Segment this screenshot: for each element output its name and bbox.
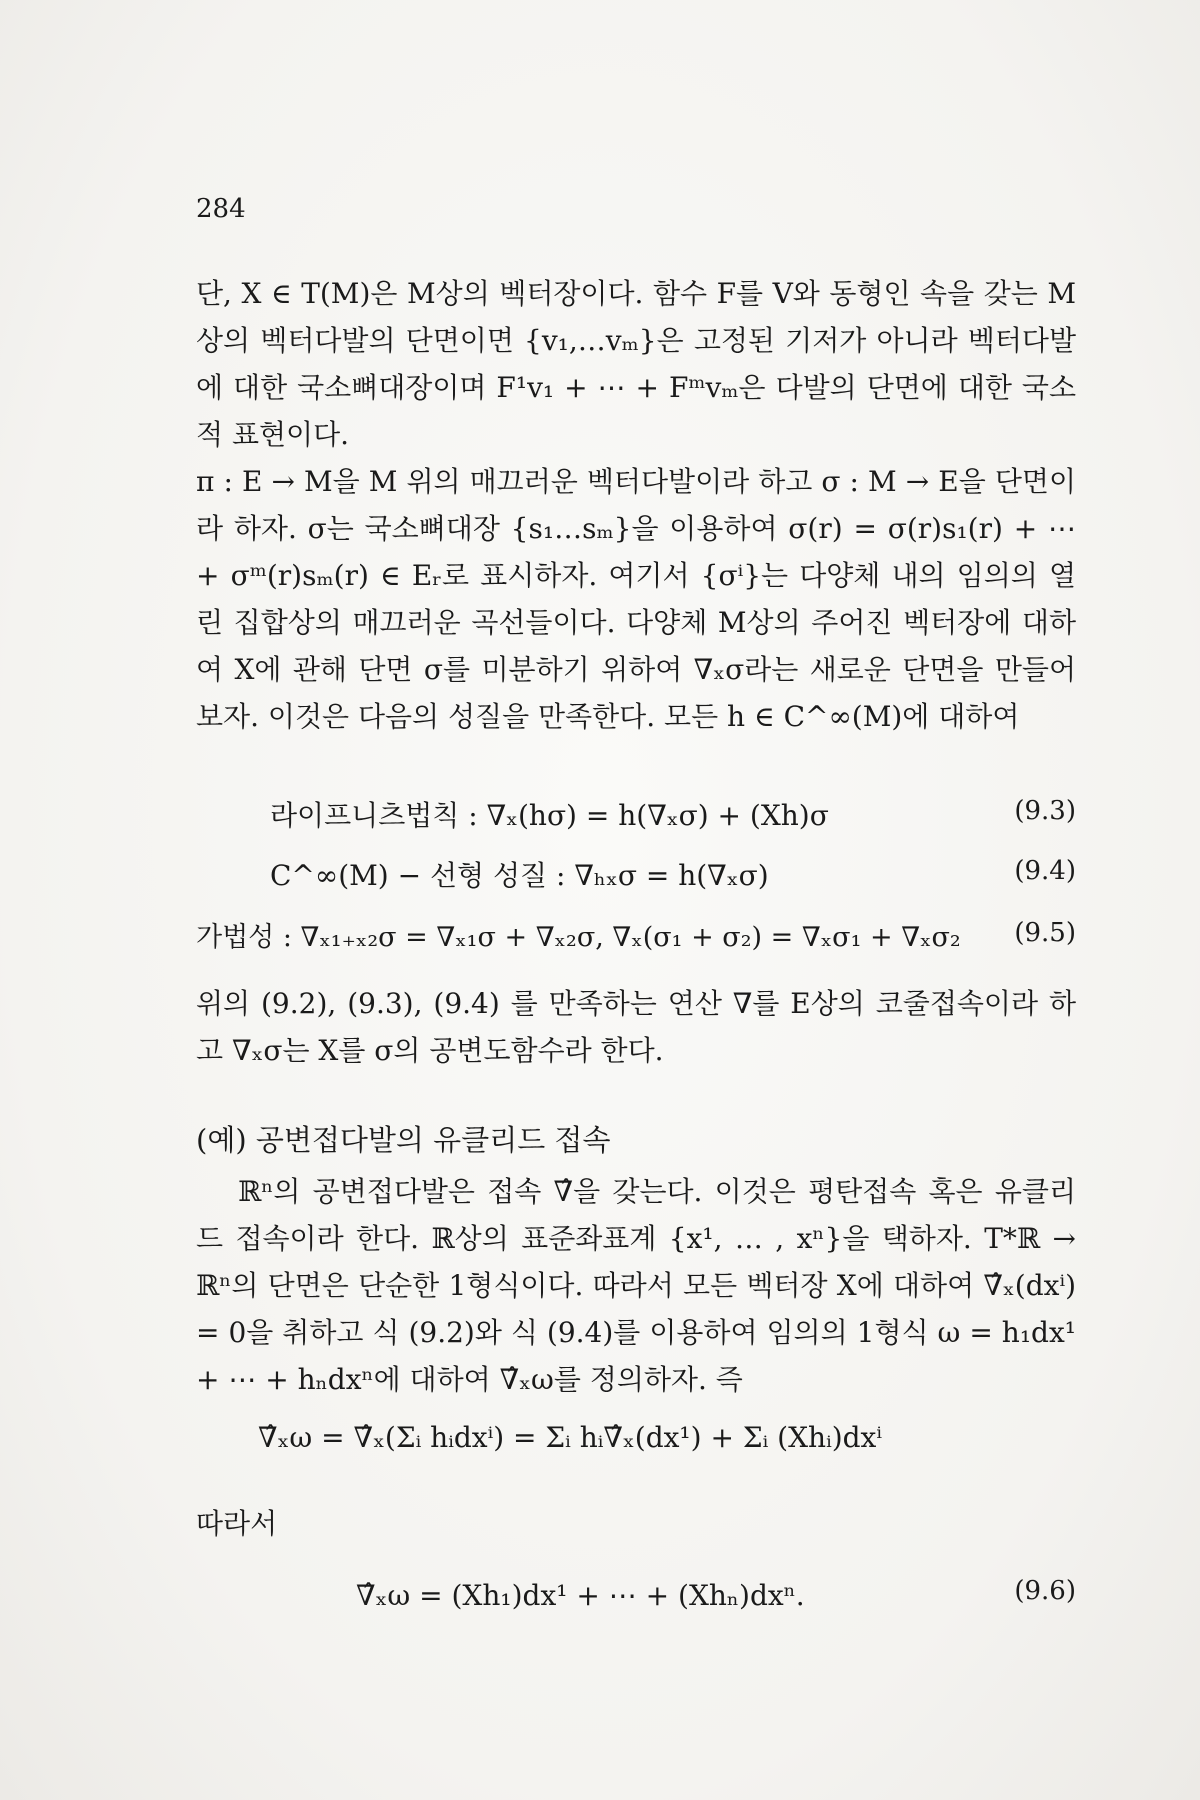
paragraph-2: π : E → M을 M 위의 매끄러운 벡터다발이라 하고 σ : M → E을 단면이라 하자. σ는 국소뼈대장 {s₁…sₘ}을 이용하여 σ(r) = σ(r)s₁(r) + ⋯ + σᵐ(r)sₘ(r) ∈ Eᵣ로 표시하자. 여기서 {σⁱ}는 다양체 내의 임의의 열린 집합상의 매끄러운 곡선들이다. 다양체 M상의 주어진 벡터장에 대하여 X에 관해 단면 σ를 미분하기 위하여 ∇ₓσ라는 새로운 단면을 만들어 보자. 이것은 다음의 성질을 만족한다. 모든 h ∈ C^∞(M)에 대하여 xyxy=(196,465,1076,733)
paragraph-1: 단, X ∈ T(M)은 M상의 벡터장이다. 함수 F를 V와 동형인 속을 갖는 M상의 벡터다발의 단면이면 {v₁,…vₘ}은 고정된 기저가 아니라 벡터다발에 대한 국소뼈대장이며 F¹v₁ + ⋯ + Fᵐvₘ은 다발의 단면에 대한 국소적 표현이다. xyxy=(196,277,1076,451)
equation-number-9-4: (9.4) xyxy=(1014,856,1076,886)
equation-9-5: 가법성 : ∇ₓ₁₊ₓ₂σ = ∇ₓ₁σ + ∇ₓ₂σ, ∇ₓ(σ₁ + σ₂) = ∇ₓσ₁ + ∇ₓσ₂ xyxy=(196,922,961,953)
page-number: 284 xyxy=(196,194,246,224)
paragraph-3: 위의 (9.2), (9.3), (9.4) 를 만족하는 연산 ∇를 E상의 코줄접속이라 하고 ∇ₓσ는 X를 σ의 공변도함수라 한다. xyxy=(196,987,1076,1067)
equation-covariant-sum: ∇̂ₓω = ∇̂ₓ(Σᵢ hᵢdxⁱ) = Σᵢ hᵢ∇̂ₓ(dx¹) + Σᵢ (Xhᵢ)dxⁱ xyxy=(258,1421,882,1454)
equation-number-9-5: (9.5) xyxy=(1014,918,1076,948)
equation-number-9-3: (9.3) xyxy=(1014,796,1076,826)
equation-9-3: 라이프니츠법칙 : ∇ₓ(hσ) = h(∇ₓσ) + (Xh)σ xyxy=(270,799,829,832)
paragraph-5: 따라서 xyxy=(196,1507,278,1540)
paragraph-4: ℝⁿ의 공변접다발은 접속 ∇̂을 갖는다. 이것은 평탄접속 혹은 유클리드 접속이라 한다. ℝ상의 표준좌표계 {x¹, … , xⁿ}을 택하자. T*ℝ → ℝⁿ의 단면은 단순한 1형식이다. 따라서 모든 벡터장 X에 대하여 ∇̂ₓ(dxⁱ) = 0을 취하고 식 (9.2)와 식 (9.4)를 이용하여 임의의 1형식 ω = h₁dx¹ + ⋯ + hₙdxⁿ에 대하여 ∇̂ₓω를 정의하자. 즉 xyxy=(196,1175,1076,1396)
equation-number-9-6: (9.6) xyxy=(1014,1576,1076,1606)
equation-9-4: C^∞(M) − 선형 성질 : ∇ₕₓσ = h(∇ₓσ) xyxy=(270,859,769,892)
example-heading: (예) 공변접다발의 유클리드 접속 xyxy=(196,1123,611,1157)
equation-9-6: ∇̂ₓω = (Xh₁)dx¹ + ⋯ + (Xhₙ)dxⁿ. xyxy=(356,1579,805,1612)
